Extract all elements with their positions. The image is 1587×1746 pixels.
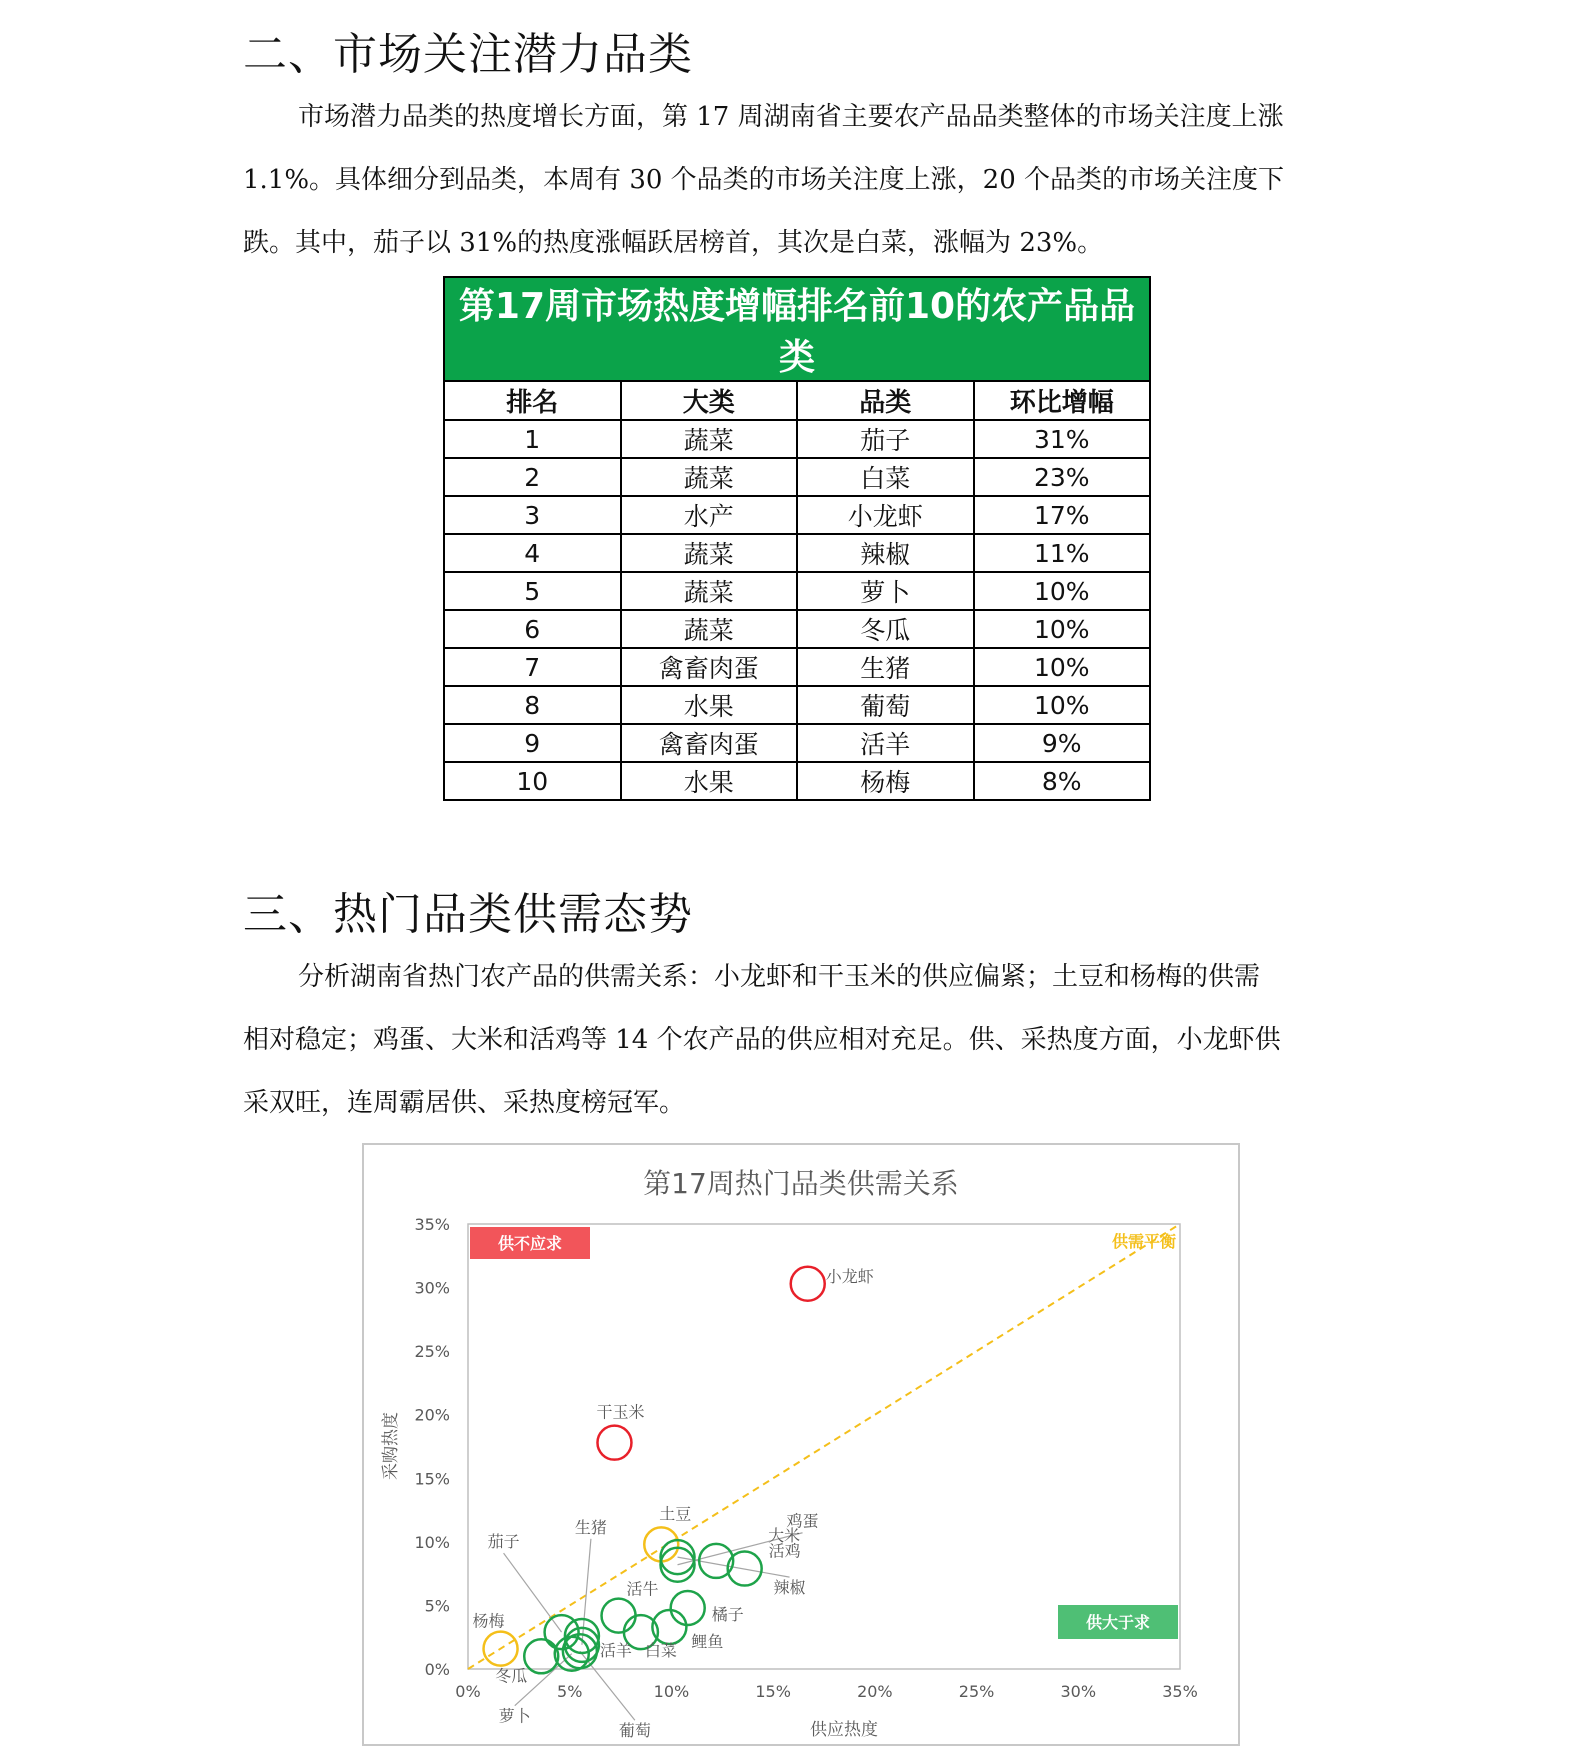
product-cell: 生猪 <box>797 648 974 686</box>
paragraph-line: 分析湖南省热门农产品的供需关系：小龙虾和干玉米的供应偏紧；土豆和杨梅的供需 <box>298 962 1261 992</box>
data-point-label: 大米 <box>768 1525 801 1545</box>
y-tick-label: 10% <box>414 1532 450 1552</box>
category-cell: 禽畜肉蛋 <box>621 648 798 686</box>
table-row <box>444 686 1150 724</box>
rank-cell: 9 <box>444 724 621 762</box>
rank-cell: 2 <box>444 458 621 496</box>
product-cell: 杨梅 <box>797 762 974 800</box>
rank-cell: 3 <box>444 496 621 534</box>
data-point-label: 冬瓜 <box>495 1666 528 1686</box>
x-tick-label: 25% <box>958 1682 995 1701</box>
product-cell: 萝卜 <box>797 572 974 610</box>
y-tick-label: 0% <box>424 1660 450 1679</box>
growth-cell: 10% <box>974 648 1151 686</box>
scatter-plot <box>364 1145 1238 1744</box>
x-tick-label: 35% <box>1162 1682 1198 1701</box>
category-cell: 蔬菜 <box>621 610 798 648</box>
supply-demand-chart <box>362 1143 1240 1746</box>
x-tick-label: 20% <box>857 1682 893 1701</box>
y-tick-label: 25% <box>414 1342 450 1362</box>
paragraph-line: 1.1%。具体细分到品类，本周有 30 个品类的市场关注度上涨，20 个品类的市场关注度下 <box>243 165 1285 195</box>
column-header-product: 品类 <box>797 381 974 420</box>
y-tick-label: 35% <box>414 1215 450 1234</box>
data-point-label: 萝卜 <box>498 1706 531 1726</box>
product-cell: 辣椒 <box>797 534 974 572</box>
table-title: 第17周市场热度增幅排名前10的农产品品类 <box>444 277 1150 381</box>
product-cell: 小龙虾 <box>797 496 974 534</box>
product-cell: 活羊 <box>797 724 974 762</box>
data-point-label: 葡萄 <box>618 1721 651 1741</box>
section-heading-supply-demand: 三、热门品类供需态势 <box>243 889 693 940</box>
paragraph-line: 跌。其中，茄子以 31%的热度涨幅跃居榜首，其次是白菜，涨幅为 23%。 <box>243 228 1104 258</box>
x-tick-label: 0% <box>455 1682 481 1701</box>
growth-cell: 11% <box>974 534 1151 572</box>
product-cell: 冬瓜 <box>797 610 974 648</box>
paragraph-line: 采双旺，连周霸居供、采热度榜冠军。 <box>243 1088 686 1118</box>
rank-cell: 6 <box>444 610 621 648</box>
chart-title: 第17周热门品类供需关系 <box>643 1167 959 1200</box>
growth-cell: 9% <box>974 724 1151 762</box>
product-cell: 白菜 <box>797 458 974 496</box>
category-cell: 蔬菜 <box>621 420 798 458</box>
data-point-label: 干玉米 <box>596 1402 645 1422</box>
table-row <box>444 610 1150 648</box>
data-point-4 <box>661 1548 695 1582</box>
data-point-label: 鲤鱼 <box>691 1632 724 1652</box>
data-point-label: 活鸡 <box>768 1541 801 1561</box>
data-point-label: 生猪 <box>574 1517 607 1537</box>
category-cell: 水产 <box>621 496 798 534</box>
data-point-14 <box>565 1628 599 1662</box>
section-heading-market-potential: 二、市场关注潜力品类 <box>243 29 693 80</box>
data-point-17 <box>524 1639 558 1673</box>
growth-cell: 10% <box>974 610 1151 648</box>
table-row <box>444 762 1150 800</box>
data-point-10 <box>602 1599 636 1633</box>
rank-cell: 4 <box>444 534 621 572</box>
data-point-label: 白菜 <box>644 1641 677 1661</box>
rank-cell: 5 <box>444 572 621 610</box>
product-cell: 葡萄 <box>797 686 974 724</box>
x-tick-label: 15% <box>755 1682 791 1701</box>
y-tick-label: 30% <box>414 1278 450 1298</box>
category-cell: 蔬菜 <box>621 572 798 610</box>
data-point-label: 橘子 <box>711 1604 744 1624</box>
section2-paragraph <box>243 86 1358 275</box>
data-point-label: 活羊 <box>599 1640 632 1660</box>
table-row <box>444 648 1150 686</box>
data-point-label: 辣椒 <box>773 1578 806 1598</box>
growth-cell: 31% <box>974 420 1151 458</box>
balance-line-label: 供需平衡 <box>1111 1232 1176 1251</box>
column-header-growth: 环比增幅 <box>974 381 1151 420</box>
data-point-0 <box>791 1267 825 1301</box>
rank-cell: 7 <box>444 648 621 686</box>
data-point-8 <box>671 1591 705 1625</box>
rank-cell: 1 <box>444 420 621 458</box>
growth-cell: 17% <box>974 496 1151 534</box>
paragraph-line: 市场潜力品类的热度增长方面，第 17 周湖南省主要农产品品类整体的市场关注度上涨 <box>298 102 1284 132</box>
x-tick-label: 5% <box>557 1682 583 1701</box>
x-axis-title: 供应热度 <box>810 1720 878 1740</box>
growth-cell: 8% <box>974 762 1151 800</box>
table-row <box>444 572 1150 610</box>
y-axis-title: 采购热度 <box>381 1412 401 1480</box>
rank-cell: 8 <box>444 686 621 724</box>
category-cell: 蔬菜 <box>621 458 798 496</box>
section3-paragraph <box>243 946 1358 1135</box>
growth-cell: 10% <box>974 572 1151 610</box>
data-point-label: 土豆 <box>659 1504 692 1524</box>
category-cell: 水果 <box>621 762 798 800</box>
x-tick-label: 30% <box>1060 1682 1097 1701</box>
table-row <box>444 420 1150 458</box>
y-tick-label: 20% <box>414 1405 450 1425</box>
x-tick-label: 10% <box>653 1682 690 1701</box>
category-cell: 水果 <box>621 686 798 724</box>
product-cell: 茄子 <box>797 420 974 458</box>
y-tick-label: 5% <box>424 1596 450 1616</box>
rank-cell: 10 <box>444 762 621 800</box>
growth-cell: 10% <box>974 686 1151 724</box>
column-header-rank: 排名 <box>444 381 621 420</box>
data-point-label: 小龙虾 <box>825 1266 874 1286</box>
table-row <box>444 496 1150 534</box>
growth-cell: 23% <box>974 458 1151 496</box>
top10-ranking-table <box>443 276 1151 801</box>
data-point-label: 活牛 <box>626 1579 659 1599</box>
label-leader-line <box>504 1553 562 1632</box>
data-point-label: 鸡蛋 <box>786 1511 819 1531</box>
paragraph-line: 相对稳定；鸡蛋、大米和活鸡等 14 个农产品的供应相对充足。供、采热度方面，小龙虾供 <box>243 1025 1281 1055</box>
y-tick-label: 15% <box>414 1469 450 1489</box>
table-row <box>444 458 1150 496</box>
data-point-label: 茄子 <box>487 1532 520 1552</box>
table-row <box>444 534 1150 572</box>
data-point-label: 杨梅 <box>472 1611 505 1631</box>
category-cell: 禽畜肉蛋 <box>621 724 798 762</box>
category-cell: 蔬菜 <box>621 534 798 572</box>
table-row <box>444 724 1150 762</box>
data-point-1 <box>597 1426 631 1460</box>
tag-undersupply-label: 供不应求 <box>497 1234 563 1253</box>
column-header-category: 大类 <box>621 381 798 420</box>
tag-oversupply-label: 供大于求 <box>1085 1613 1151 1632</box>
